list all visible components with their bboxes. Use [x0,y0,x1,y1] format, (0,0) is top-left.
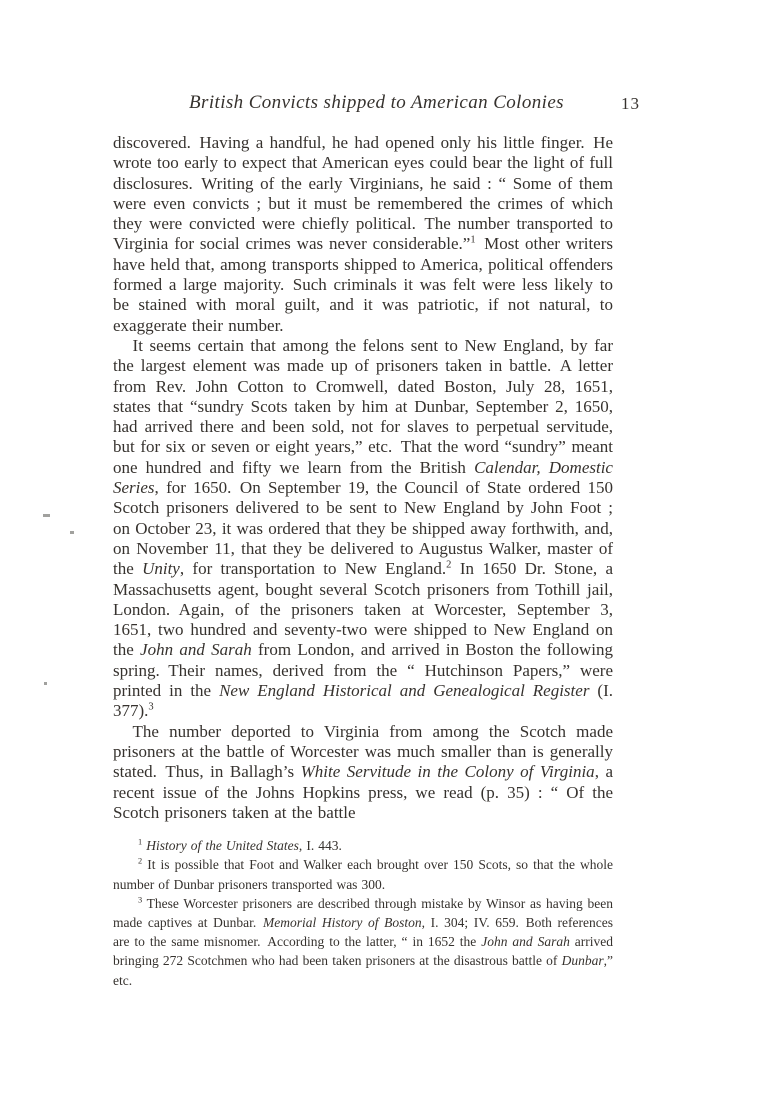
text-run: The number deported to Virginia from among the Scotch made prisoners at the battle of Worcester was much smaller than is generally stated. Thus, in Ballagh’s [113,721,613,782]
text-run: , I. 443. [298,838,342,854]
italic-text: Unity [142,559,180,579]
text-run: In 1650 Dr. Stone, a Massachusetts agent, bought several Scotch prisoners from Tothill jail, London. Again, of the prisoners taken at Worcester, September 3, 1651, two hundred and seventy-two were shipped to New England on the [113,559,613,660]
footnote [113,894,613,990]
italic-text: John and Sarah [481,934,570,950]
body-paragraph [113,336,613,722]
italic-text: Dunbar [561,953,604,969]
page-body [113,133,613,823]
footnote-marker: 1 [137,837,143,847]
text-run: It is possible that Foot and Walker each brought over 150 Scots, so that the whole number of Dunbar prisoners transported was 300. [113,857,613,892]
text-run: , for 1650. On September 19, the Council of State ordered 150 Scotch prisoners delivered to be sent to New England by John Foot ; on October 23, it was ordered that they be shipped away forthwith, and, on November 11, that they be delivered to Augustus Walker, master of the [113,478,613,579]
text-run: discovered. Having a handful, he had opened only his little finger. He wrote too early to expect that American eyes could bear the light of full disclosures. Writing of the early Virginians, he said : “ Some of them were even convicts ; but it must be remembered the crimes of which they were convicted were chiefly political. The number transported to Virginia for social crimes was never considerable.” [113,133,613,254]
text-run: , a recent issue of the Johns Hopkins press, we read (p. 35) : “ Of the Scotch prisoners taken at the battle [113,762,613,822]
italic-text: History of the United States [146,838,299,854]
text-run: ,” etc. [113,953,613,988]
footnote-marker: 3 [137,895,143,905]
footnote [113,855,613,893]
text-run: These Worcester prisoners are described through mistake by Winsor as having been made captives at Dunbar. [113,895,613,930]
text-run: , I. 304; IV. 659. Both references are to the same misnomer. According to the latter, “ in 1652 the [113,914,613,950]
page-number: 13 [621,94,640,113]
italic-text: Memorial History of Boston [262,914,422,930]
italic-text: Calendar, Domestic Series [113,457,613,498]
italic-text: New England Historical and Genealogical Register [219,681,590,701]
page-header-title: British Convicts shipped to American Colonies [189,92,564,113]
body-paragraph [113,133,613,336]
text-run: arrived bringing 272 Scotchmen who had been taken prisoners at the disastrous battle of [113,934,613,969]
footnote-marker: 2 [446,559,452,571]
italic-text: White Servitude in the Colony of Virginia [300,762,595,782]
running-head [113,92,640,114]
text-run: It seems certain that among the felons sent to New England, by far the largest element was made up of prisoners taken in battle. A letter from Rev. John Cotton to Cromwell, dated Boston, July 28, 1651, states that “sundry Scots taken by him at Dunbar, September 2, 1650, had arrived there and been sold, not for slaves to perpetual servitude, but for six or seven or eight years,” etc. That the word “sundry” meant one hundred and fifty we learn from the British [113,335,613,477]
footnotes [113,836,613,990]
text-run: , for transportation to New England. [179,559,447,579]
body-paragraph [113,722,613,823]
footnote-marker: 2 [137,856,143,866]
scan-artifact [44,682,47,685]
text-run: (I. 377). [113,681,613,721]
scan-artifact [43,514,50,517]
text-block [113,92,640,990]
scan-artifact [70,531,74,534]
footnote [113,836,613,855]
italic-text: John and Sarah [140,640,252,660]
footnote-marker: 1 [470,234,476,246]
text-run: from London, and arrived in Boston the following spring. Their names, derived from the “ Hutchinson Papers,” were printed in the [113,640,614,701]
footnote-marker: 3 [148,701,154,713]
text-run: Most other writers have held that, among transports shipped to America, political offenders formed a large majority. Such criminals it was felt were less likely to be stained with moral guilt, and it was patriotic, if not natural, to exaggerate their number. [113,234,613,335]
